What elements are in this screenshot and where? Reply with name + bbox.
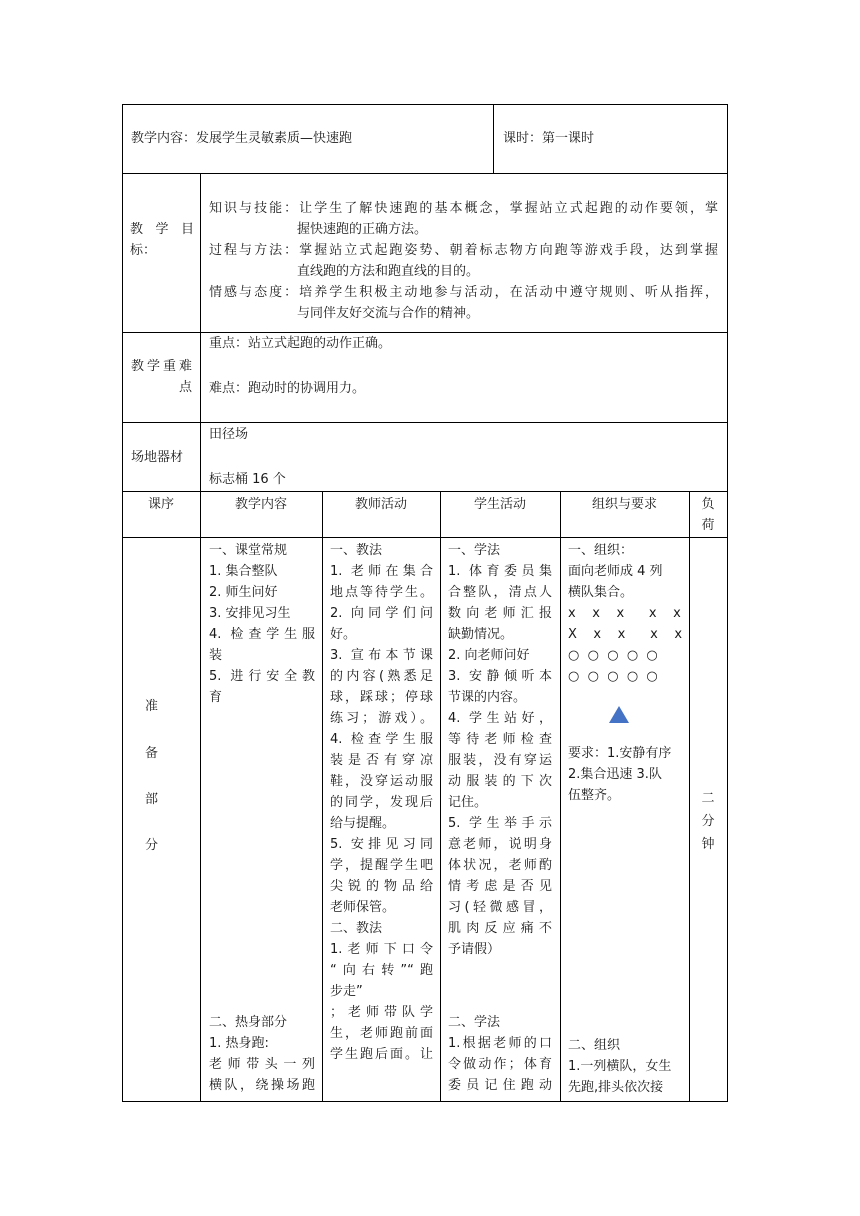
table-border-right xyxy=(727,104,728,1102)
table-border-bottom xyxy=(122,1101,728,1102)
lesson-content-title: 教学内容：发展学生灵敏素质—快速跑 xyxy=(131,131,353,146)
load-duration: 二 分 钟 xyxy=(701,791,715,852)
col-divider xyxy=(200,537,201,1102)
triangle-icon xyxy=(609,706,629,723)
col-divider xyxy=(560,491,561,1102)
col-header-content: 教学内容 xyxy=(234,497,287,512)
warmup-content-list: 二、热身部分 1. 热身跑: 老师带头一列 横队，绕操场跑 xyxy=(209,1015,315,1093)
row-divider xyxy=(122,537,728,538)
table-border-top xyxy=(122,104,728,105)
section-char: 分 xyxy=(145,838,159,853)
key-points-label: 教学重难 点 xyxy=(131,359,192,395)
section-char: 备 xyxy=(145,746,159,761)
table-border-left xyxy=(122,104,123,1102)
venue-label: 场地器材 xyxy=(131,450,184,465)
col-header-order: 课序 xyxy=(147,497,174,512)
col-header-load: 负 荷 xyxy=(701,497,715,533)
col-header-org: 组织与要求 xyxy=(591,497,657,512)
col-divider xyxy=(493,104,494,173)
requirements-list: 要求：1.安静有序 2.集合迅速 3.队 伍整齐。 xyxy=(568,746,672,803)
row-divider xyxy=(122,491,728,492)
objectives-label: 教 学 目 标： xyxy=(130,222,194,258)
row-divider xyxy=(122,173,728,174)
objectives-text: 知识与技能：让学生了解快速跑的基本概念，掌握站立式起跑的动作要领，掌 握快速跑的正确方法。 过程与方法：掌握站立式起跑姿势、朝着标志物方向跑等游戏手段，达到掌握 直线跑的方法和跑直线的目的。 情感与态度：培养学生积极主动地参与活动，在活动中遵守规则、听从指挥， 与同伴友好交流与合作的精神。 xyxy=(209,201,718,321)
difficulty-point: 难点：跑动时的协调用力。 xyxy=(209,381,366,396)
student-activity-list: 一、学法 1. 体育委员集 合整队，清点人 数向老师汇报 缺勤情况。 2. 向老师问好 3. 安静倾听本 节课的内容。 4. 学生站好， 等待老师检查 服装，没有穿运 动服装的下次 记住。 5. 学生举手示 意老师，说明身 体状况，老师酌 情考虑是否见 习(轻微感冒， 肌肉反应痛不 予请假） xyxy=(448,543,552,957)
lesson-period: 课时：第一课时 xyxy=(503,131,595,146)
col-header-teacher: 教师活动 xyxy=(354,497,407,512)
focus-point: 重点：站立式起跑的动作正确。 xyxy=(209,336,392,351)
row-divider xyxy=(122,422,728,423)
warmup-organization-list: 二、组织 1.一列横队，女生 先跑,排头依次接 xyxy=(568,1038,672,1095)
col-divider xyxy=(440,491,441,1102)
col-divider xyxy=(322,491,323,1102)
teacher-activity-list: 一、教法 1. 老师在集合 地点等待学生。 2. 向同学们问 好。 3. 宣布本节课 的内容(熟悉足 球，踩球；停球 练习；游戏）。 4. 检查学生服 装是否有穿凉 鞋，没穿运动服 的同学，发现后 给与提醒。 5. 安排见习同 学，提醒学生吧 尖锐的物品给 老师保管。 二、教法 1.老师下口令 “向右转”“跑 步走” ；老师带队学 生，老师跑前面 学生跑后面。让 xyxy=(330,543,433,1062)
section-char: 准 xyxy=(145,699,159,714)
section-char: 部 xyxy=(145,792,159,807)
prep-content-list: 一、课堂常规 1. 集合整队 2. 师生问好 3. 安排见习生 4. 检查学生服 装 5. 进行安全教 育 xyxy=(209,543,315,705)
organization-list: 一、组织： 面向老师成 4 列 横队集合。 x x x x x X x x x x ○ ○ ○ ○ ○ ○ ○ ○ ○ ○ xyxy=(568,543,683,684)
warmup-student-list: 二、学法 1.根据老师的口 令做动作；体育 委员记住跑动 xyxy=(448,1015,552,1093)
col-header-student: 学生活动 xyxy=(473,497,526,512)
col-divider xyxy=(200,173,201,538)
venue-equipment: 标志桶 16 个 xyxy=(209,472,286,487)
venue-field: 田径场 xyxy=(209,427,249,442)
